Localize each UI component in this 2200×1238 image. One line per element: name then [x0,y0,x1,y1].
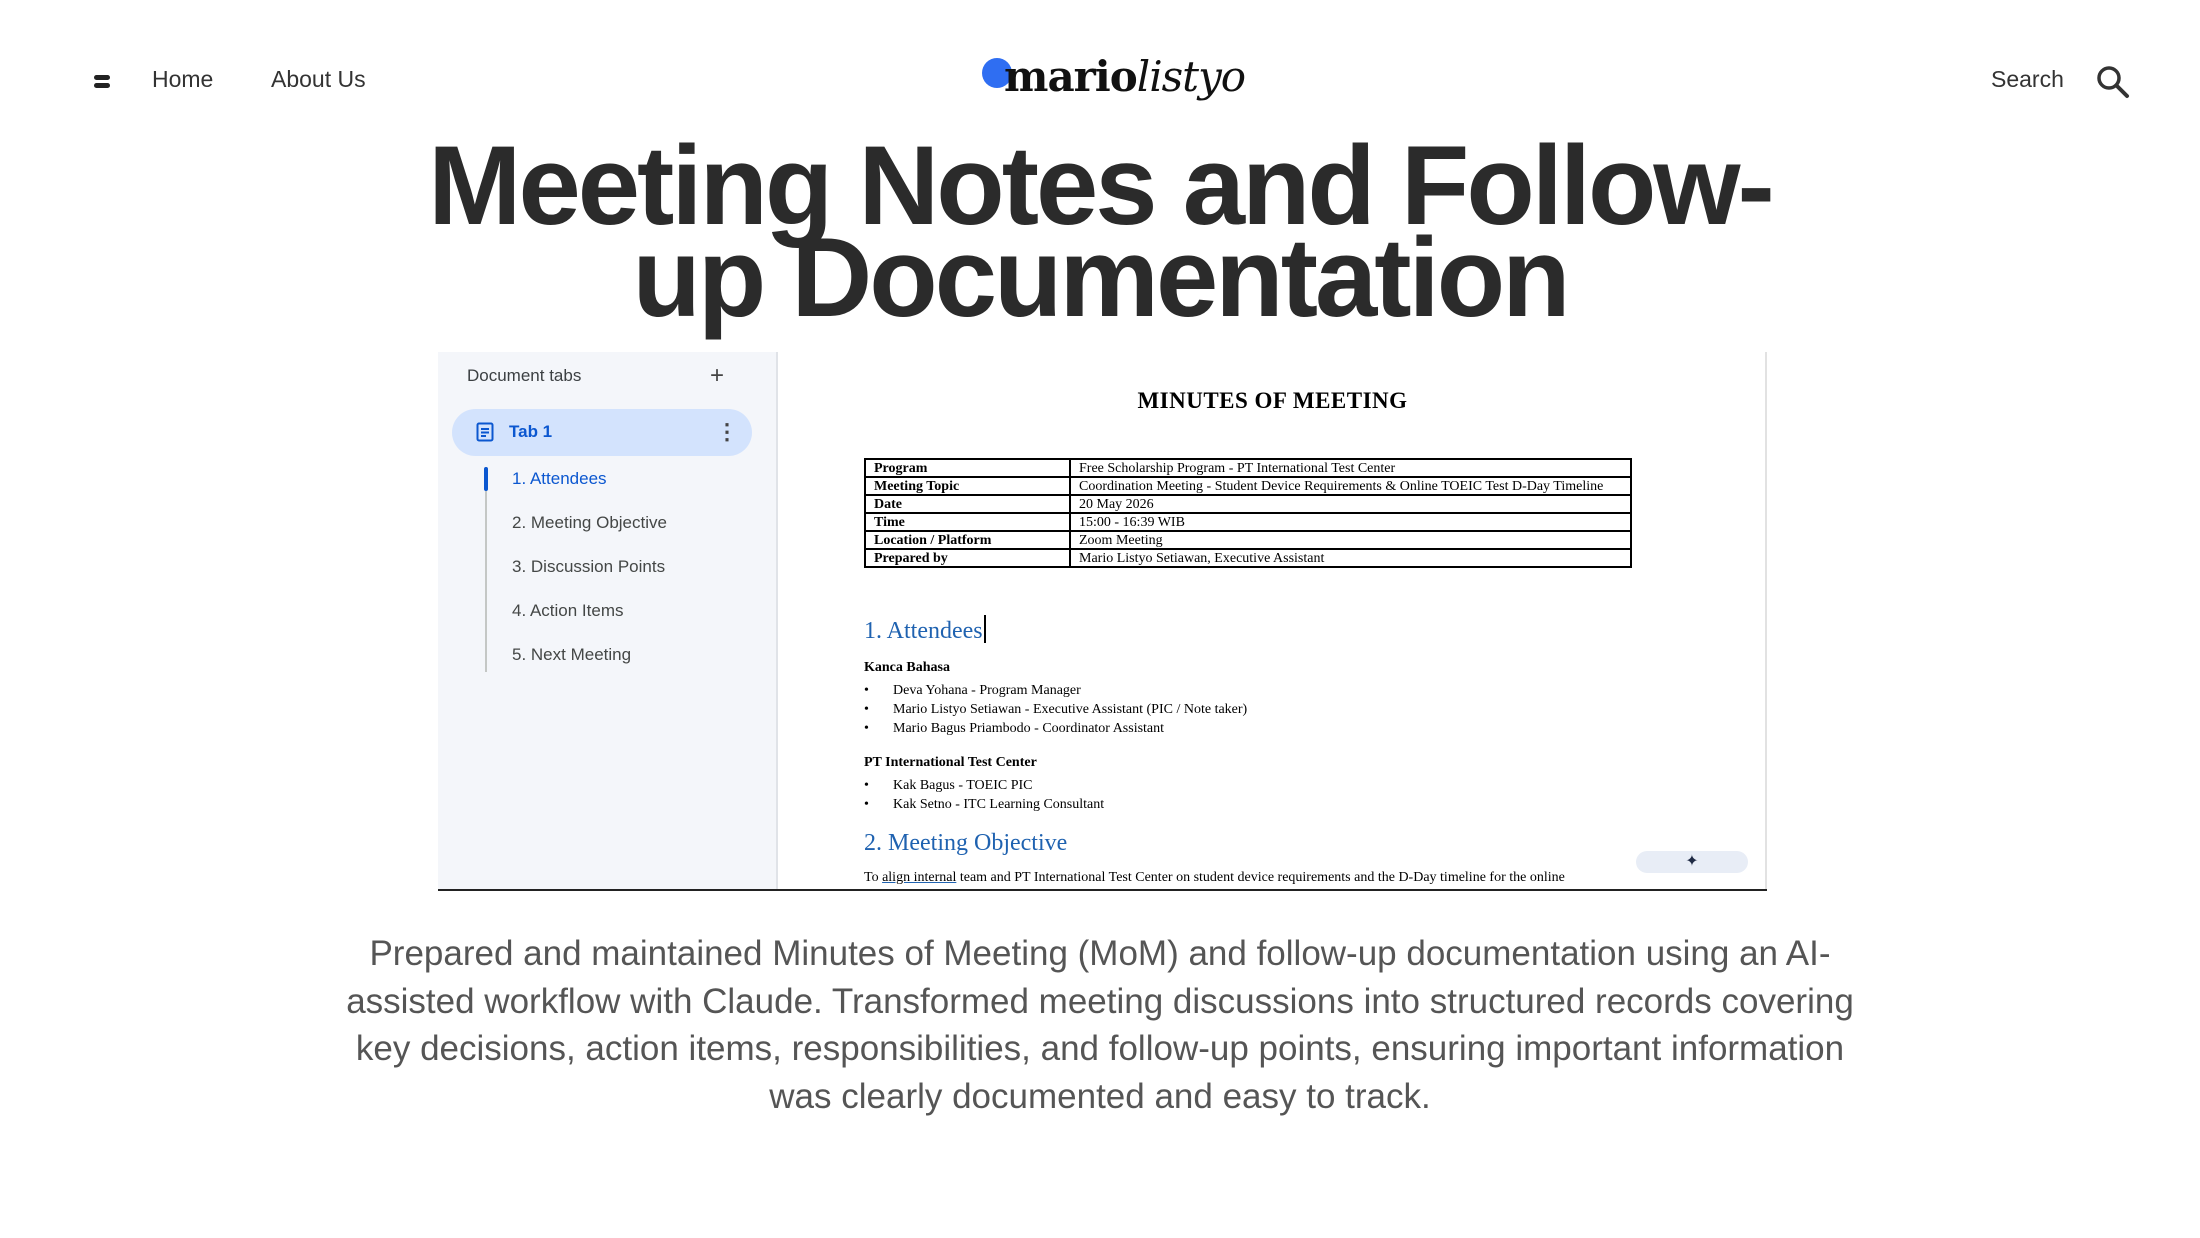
table-value: Mario Listyo Setiawan, Executive Assistant [1070,549,1631,567]
table-key: Program [865,459,1070,477]
outline-item-meeting-objective: 2. Meeting Objective [512,513,667,532]
table-row [865,531,1631,549]
objective-paragraph [864,870,1565,886]
table-value: Coordination Meeting - Student Device Requirements & Online TOEIC Test D-Day Timeline [1070,477,1631,495]
list-item: • Kak Bagus - TOEIC PIC [864,776,1104,795]
document-tabs-heading: Document tabs [467,366,582,385]
table-row [865,549,1631,567]
objective-text-start: To [864,870,883,885]
document-tabs-sidebar [438,352,778,889]
screenshot-edge [1765,352,1767,889]
table-value: Free Scholarship Program - PT International Test Center [1070,459,1631,477]
table-key: Meeting Topic [865,477,1070,495]
table-value: 15:00 - 16:39 WIB [1070,513,1631,531]
site-logo[interactable] [982,52,1246,112]
more-vert-icon: ⋮ [716,419,738,444]
sparkle-icon: ✦ [1636,851,1748,873]
list-item: • Deva Yohana - Program Manager [864,681,1247,700]
table-key: Prepared by [865,549,1070,567]
objective-text-rest: team and PT International Test Center on student device requirements and the D-Day timeline for the online [956,870,1565,885]
outline-item-attendees: 1. Attendees [512,469,607,488]
table-value: 20 May 2026 [1070,495,1631,513]
outline-active-marker [484,467,488,491]
list-item: • Mario Bagus Priambodo - Coordinator Assistant [864,719,1247,738]
nav-about-link[interactable]: About Us [271,66,366,92]
table-key: Location / Platform [865,531,1070,549]
table-row [865,495,1631,513]
section-heading-attendees [864,615,986,645]
outline-item-discussion-points: 3. Discussion Points [512,557,666,576]
menu-icon[interactable] [94,75,110,89]
document-screenshot [438,352,1767,891]
section-heading-text: 1. Attendees [864,618,983,644]
attendee-list-itc [864,776,1104,814]
page-title: Meeting Notes and Follow-up Documentation [428,123,1772,340]
table-row [865,477,1631,495]
table-row [865,513,1631,531]
document-title: MINUTES OF MEETING [1137,388,1408,413]
outline-item-next-meeting: 5. Next Meeting [512,645,632,664]
project-description: Prepared and maintained Minutes of Meeting (MoM) and follow-up documentation using an AI-assisted workflow with Claude. Transformed meeting discussions into structured records covering key decisions, action items, responsibilities, and follow-up points, ensuring important information was clearly documented and easy to track. [346,934,1854,1116]
table-key: Time [865,513,1070,531]
outline-track [485,467,487,672]
section-heading-objective: 2. Meeting Objective [864,830,1068,856]
search-label[interactable]: Search [1991,66,2064,92]
search-icon[interactable] [2095,64,2131,100]
tab-1-pill [452,409,752,456]
meeting-info-table [864,458,1632,568]
plus-icon: + [710,362,725,389]
text-cursor [984,615,986,643]
logo-italic-text: listyo [1136,52,1246,101]
list-item: • Kak Setno - ITC Learning Consultant [864,795,1104,814]
group-heading-kanca-bahasa: Kanca Bahasa [864,660,950,675]
document-icon [476,422,494,442]
table-row [865,459,1631,477]
tab-1-label: Tab 1 [509,422,553,441]
table-value: Zoom Meeting [1070,531,1631,549]
nav-home-link[interactable]: Home [152,66,214,92]
list-item: • Mario Listyo Setiawan - Executive Assistant (PIC / Note taker) [864,700,1247,719]
table-key: Date [865,495,1070,513]
outline-item-action-items: 4. Action Items [512,601,624,620]
attendee-list-kanca [864,681,1247,738]
logo-text [1004,52,1245,101]
logo-bold-text: mario [1004,52,1137,101]
objective-text-underlined: align internal [882,870,957,885]
document-page [778,352,1767,889]
group-heading-itc: PT International Test Center [864,755,1037,770]
